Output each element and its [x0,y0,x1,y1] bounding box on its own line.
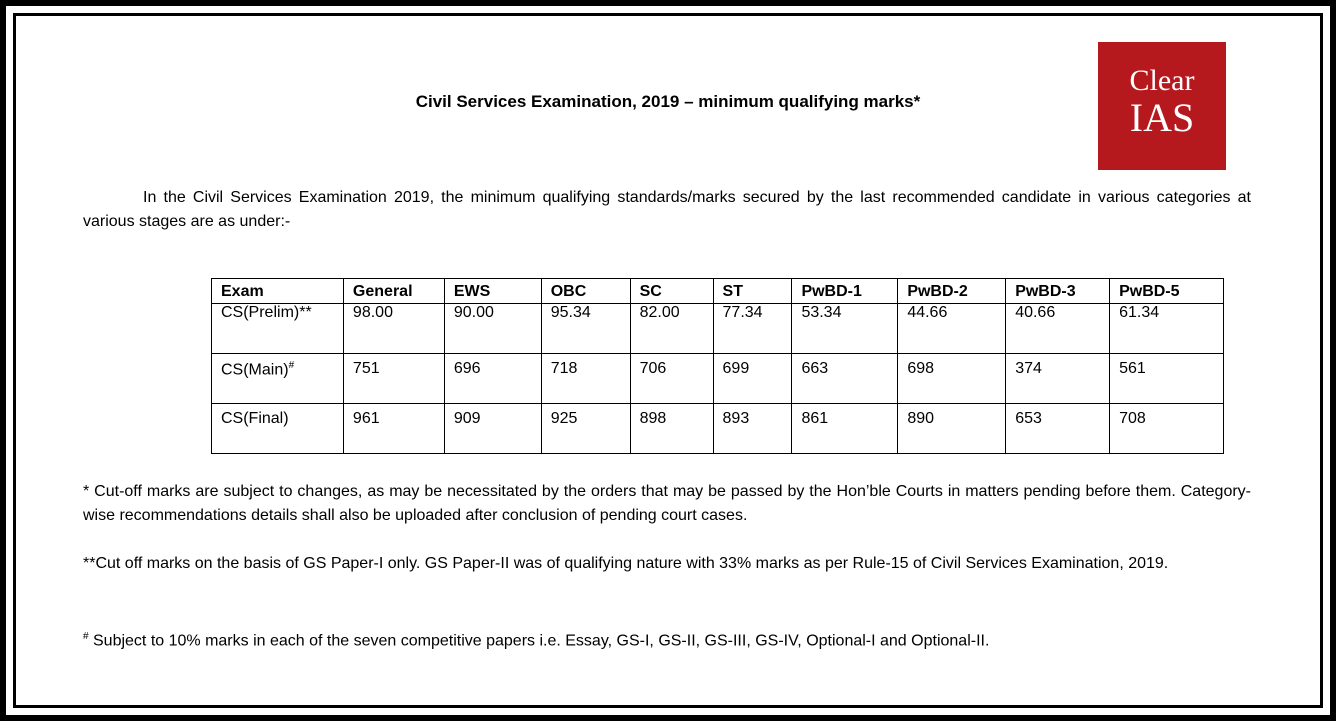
cell-value: 95.34 [541,304,630,354]
cell-value: 696 [444,354,541,404]
document-title: Civil Services Examination, 2019 – minimum qualifying marks* [415,92,921,111]
cell-value: 909 [444,404,541,454]
cell-value: 77.34 [713,304,792,354]
cell-exam: CS(Main)# [212,354,344,404]
cell-value: 861 [792,404,898,454]
header-pwbd-1: PwBD-1 [792,279,898,304]
logo-text-clear: Clear [1129,64,1195,97]
cell-value: 561 [1110,354,1224,404]
clearias-logo [1098,42,1226,170]
header-obc: OBC [541,279,630,304]
cell-value: 698 [898,354,1006,404]
table-row [212,304,1224,354]
table-row [212,354,1224,404]
cell-value: 98.00 [343,304,444,354]
cell-value: 890 [898,404,1006,454]
cell-value: 961 [343,404,444,454]
header-pwbd-5: PwBD-5 [1110,279,1224,304]
cell-value: 925 [541,404,630,454]
header-pwbd-2: PwBD-2 [898,279,1006,304]
logo-text-ias: IAS [1129,95,1195,140]
cell-value: 90.00 [444,304,541,354]
cell-value: 40.66 [1006,304,1110,354]
cell-value: 374 [1006,354,1110,404]
intro-paragraph: In the Civil Services Examination 2019, the minimum qualifying standards/marks secured by the last recommended candidate in various categories at various stages are as under:- [83,189,1251,230]
cell-value: 706 [630,354,713,404]
table-row [212,404,1224,454]
cell-value: 653 [1006,404,1110,454]
cell-value: 898 [630,404,713,454]
cell-value: 893 [713,404,792,454]
cell-value: 61.34 [1110,304,1224,354]
table-header-row [212,279,1224,304]
footnote-gs-paper: **Cut off marks on the basis of GS Paper-I only. GS Paper-II was of qualifying nature with 33% marks as per Rule-15 of Civil Services Examination, 2019. [83,555,1169,572]
cell-value: 44.66 [898,304,1006,354]
cell-value: 718 [541,354,630,404]
header-ews: EWS [444,279,541,304]
hash-superscript: # [288,360,295,371]
header-st: ST [713,279,792,304]
cell-value: 751 [343,354,444,404]
hash-superscript: # [83,631,89,642]
footnote-cutoff-subject-to-change: * Cut-off marks are subject to changes, as may be necessitated by the orders that may be passed by the Hon’ble Courts in matters pending before them. Category-wise recommendations details shall also be uploaded after conclusion of pending court cases. [83,483,1251,524]
header-general: General [343,279,444,304]
cell-exam: CS(Final) [212,404,344,454]
cell-value: 699 [713,354,792,404]
header-exam: Exam [212,279,344,304]
cell-value: 82.00 [630,304,713,354]
cell-exam: CS(Prelim)** [212,304,344,354]
cell-value: 663 [792,354,898,404]
cell-value: 708 [1110,404,1224,454]
cell-value: 53.34 [792,304,898,354]
header-pwbd-3: PwBD-3 [1006,279,1110,304]
qualifying-marks-table [211,278,1224,454]
header-sc: SC [630,279,713,304]
footnote-main-subject: # Subject to 10% marks in each of the seven competitive papers i.e. Essay, GS-I, GS-II, GS-III, GS-IV, Optional-I and Optional-II. [83,631,990,650]
